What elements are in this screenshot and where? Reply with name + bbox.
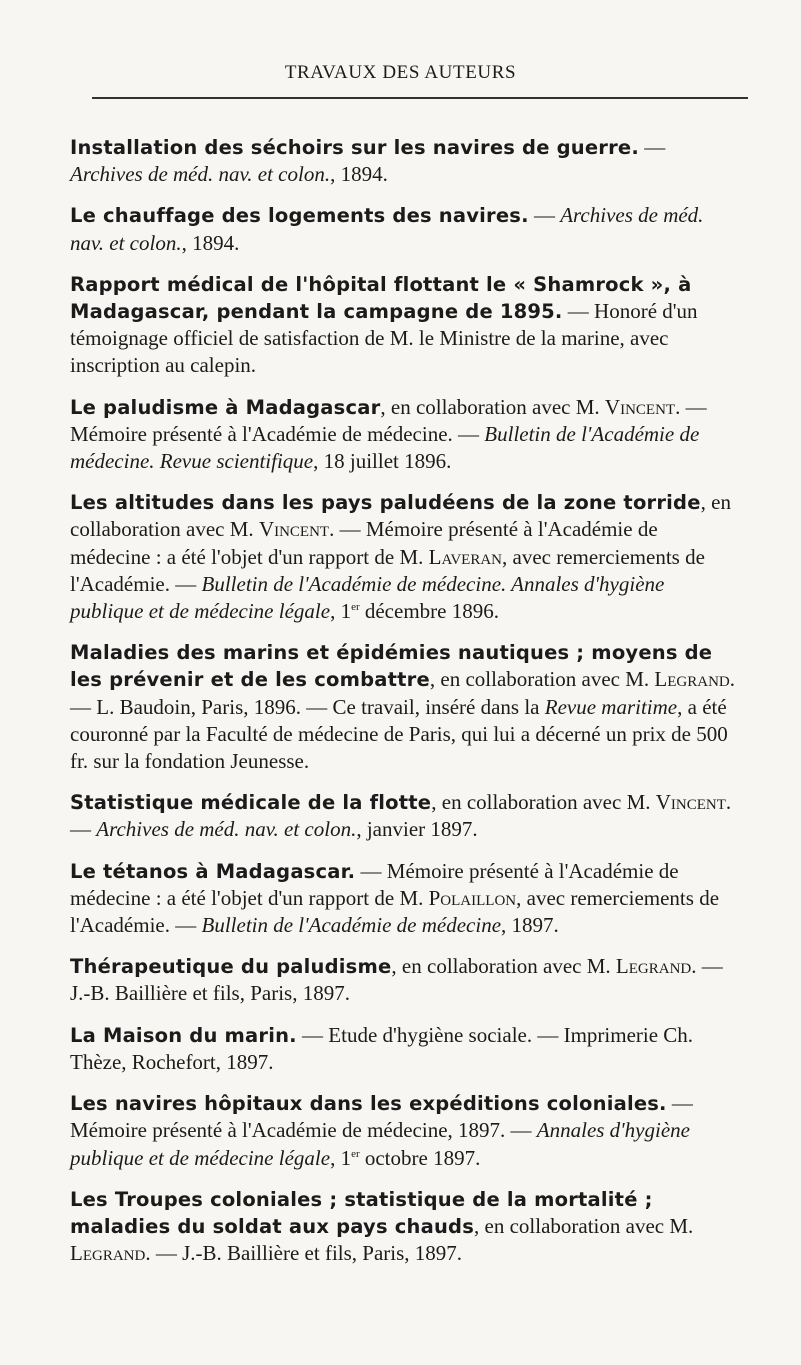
- bibliography-entry: [70, 394, 738, 476]
- publication-source: Archives de méd. nav. et colon.: [70, 203, 704, 255]
- collaborator-name: Vincent: [604, 394, 676, 419]
- entry-title: Le tétanos à Madagascar.: [70, 859, 356, 883]
- entry-date: , 1: [330, 599, 352, 624]
- entry-title: Le chauffage des logements des navires.: [70, 204, 529, 228]
- entry-title: Le paludisme à Madagascar: [70, 395, 381, 419]
- entry-text: . — L. Baudoin, Paris, 1896. — Ce travail, inséré dans la: [70, 667, 735, 719]
- collaborator-name: Polaillon: [428, 885, 517, 910]
- entry-date: décembre 1896.: [359, 599, 499, 624]
- publication-source: Bulletin de l'Académie de médecine. Annales d'hygiène publique et de médecine légale: [70, 571, 665, 624]
- entry-text: . — J.-B. Baillière et fils, Paris, 1897.: [70, 954, 723, 1006]
- entry-date: , 1897.: [501, 913, 559, 938]
- bibliography-entry: [70, 489, 738, 625]
- entry-text: , avec remerciements de l'Académie. —: [70, 544, 705, 596]
- publication-source: Bulletin de l'Académie de médecine: [201, 913, 502, 938]
- bibliography-entry: [70, 1022, 738, 1076]
- entry-text: , en collaboration avec M.: [391, 954, 616, 979]
- bibliography-entry: [70, 639, 738, 775]
- bibliography-entry: [70, 134, 738, 188]
- entry-title: Installation des séchoirs sur les navires de guerre.: [70, 136, 639, 159]
- entry-text: , en collaboration avec M.: [429, 667, 655, 692]
- entry-text: , en collaboration avec M.: [431, 790, 656, 815]
- entry-title: Maladies des marins et épidémies nautiques ; moyens de les prévenir et de les combattre: [70, 641, 713, 692]
- bibliography-entry: [70, 202, 738, 256]
- entry-text: — Etude d'hygiène sociale. — Imprimerie Ch. Thèze, Rochefort, 1897.: [70, 1022, 694, 1074]
- entry-text: — Mémoire présenté à l'Académie de médecine : a été l'objet d'un rapport de M.: [70, 858, 679, 910]
- publication-source: Revue maritime: [544, 694, 678, 719]
- bibliography-entry: [70, 1186, 738, 1268]
- collaborator-name: Vincent: [258, 517, 330, 542]
- entry-text: . —: [70, 790, 732, 842]
- entry-text: — Honoré d'un témoignage officiel de satisfaction de M. le Ministre de la marine, avec inscription au calepin.: [70, 299, 698, 378]
- entry-title: Les navires hôpitaux dans les expéditions coloniales.: [70, 1092, 667, 1116]
- bibliography-entry: [70, 789, 738, 843]
- entry-text: . — Mémoire présenté à l'Académie de médecine. —: [70, 394, 707, 446]
- entry-text: , en collaboration avec M.: [474, 1213, 694, 1238]
- collaborator-name: Legrand: [70, 1241, 146, 1266]
- bibliography-entry: [70, 1090, 738, 1172]
- running-header: TRAVAUX DES AUTEURS: [284, 62, 517, 83]
- collaborator-name: Laveran: [428, 544, 503, 569]
- entry-date: , a été couronné par la Faculté de médecine de Paris, qui lui a décerné un prix de 500 fr. sur la fondation Jeunesse.: [70, 694, 728, 774]
- ordinal-superscript: er: [351, 601, 360, 614]
- entry-date: , 1: [330, 1145, 352, 1170]
- ordinal-superscript: er: [351, 1147, 360, 1160]
- bibliography-entry: [70, 858, 738, 940]
- entry-date: , 1894.: [181, 230, 240, 255]
- entry-text: —: [638, 135, 666, 159]
- entry-title: La Maison du marin.: [70, 1023, 297, 1047]
- entry-date: octobre 1897.: [359, 1145, 481, 1170]
- publication-source: Annales d'hygiène publique et de médecine légale: [70, 1118, 690, 1170]
- entry-title: Les altitudes dans les pays paludéens de la zone torride: [70, 491, 701, 515]
- publication-source: Bulletin de l'Académie de médecine. Revue scientifique: [70, 421, 700, 474]
- entry-text: , avec remerciements de l'Académie. —: [70, 885, 720, 938]
- entry-date: , 18 juillet 1896.: [313, 449, 452, 474]
- entry-title: Statistique médicale de la flotte: [70, 791, 432, 815]
- publication-source: Archives de méd. nav. et colon.: [70, 162, 331, 187]
- entry-title: Rapport médical de l'hôpital flottant le « Shamrock », à Madagascar, pendant la campagne de 1895.: [70, 272, 692, 324]
- publication-source: Archives de méd. nav. et colon.: [96, 817, 357, 842]
- entry-text: —: [528, 203, 561, 228]
- entry-text: , en collaboration avec M.: [380, 394, 605, 419]
- collaborator-name: Legrand: [654, 667, 730, 692]
- entry-title: Thérapeutique du paludisme: [70, 955, 392, 979]
- bibliography-entry: [70, 271, 738, 380]
- collaborator-name: Vincent: [655, 790, 726, 815]
- entry-text: — Mémoire présenté à l'Académie de médecine, 1897. —: [70, 1091, 693, 1143]
- entry-title: Les Troupes coloniales ; statistique de la mortalité ; maladies du soldat aux pays chauds: [70, 1187, 653, 1238]
- entry-text: . — Mémoire présenté à l'Académie de médecine : a été l'objet d'un rapport de M.: [70, 517, 658, 569]
- entry-text: , en collaboration avec M.: [70, 490, 731, 542]
- header-rule: [92, 97, 748, 99]
- entry-text: . — J.-B. Baillière et fils, Paris, 1897.: [145, 1241, 463, 1266]
- bibliography-list: [70, 134, 738, 1281]
- bibliography-entry: [70, 953, 738, 1007]
- collaborator-name: Legrand: [615, 954, 692, 979]
- entry-date: , janvier 1897.: [356, 817, 478, 842]
- entry-date: , 1894.: [330, 162, 388, 187]
